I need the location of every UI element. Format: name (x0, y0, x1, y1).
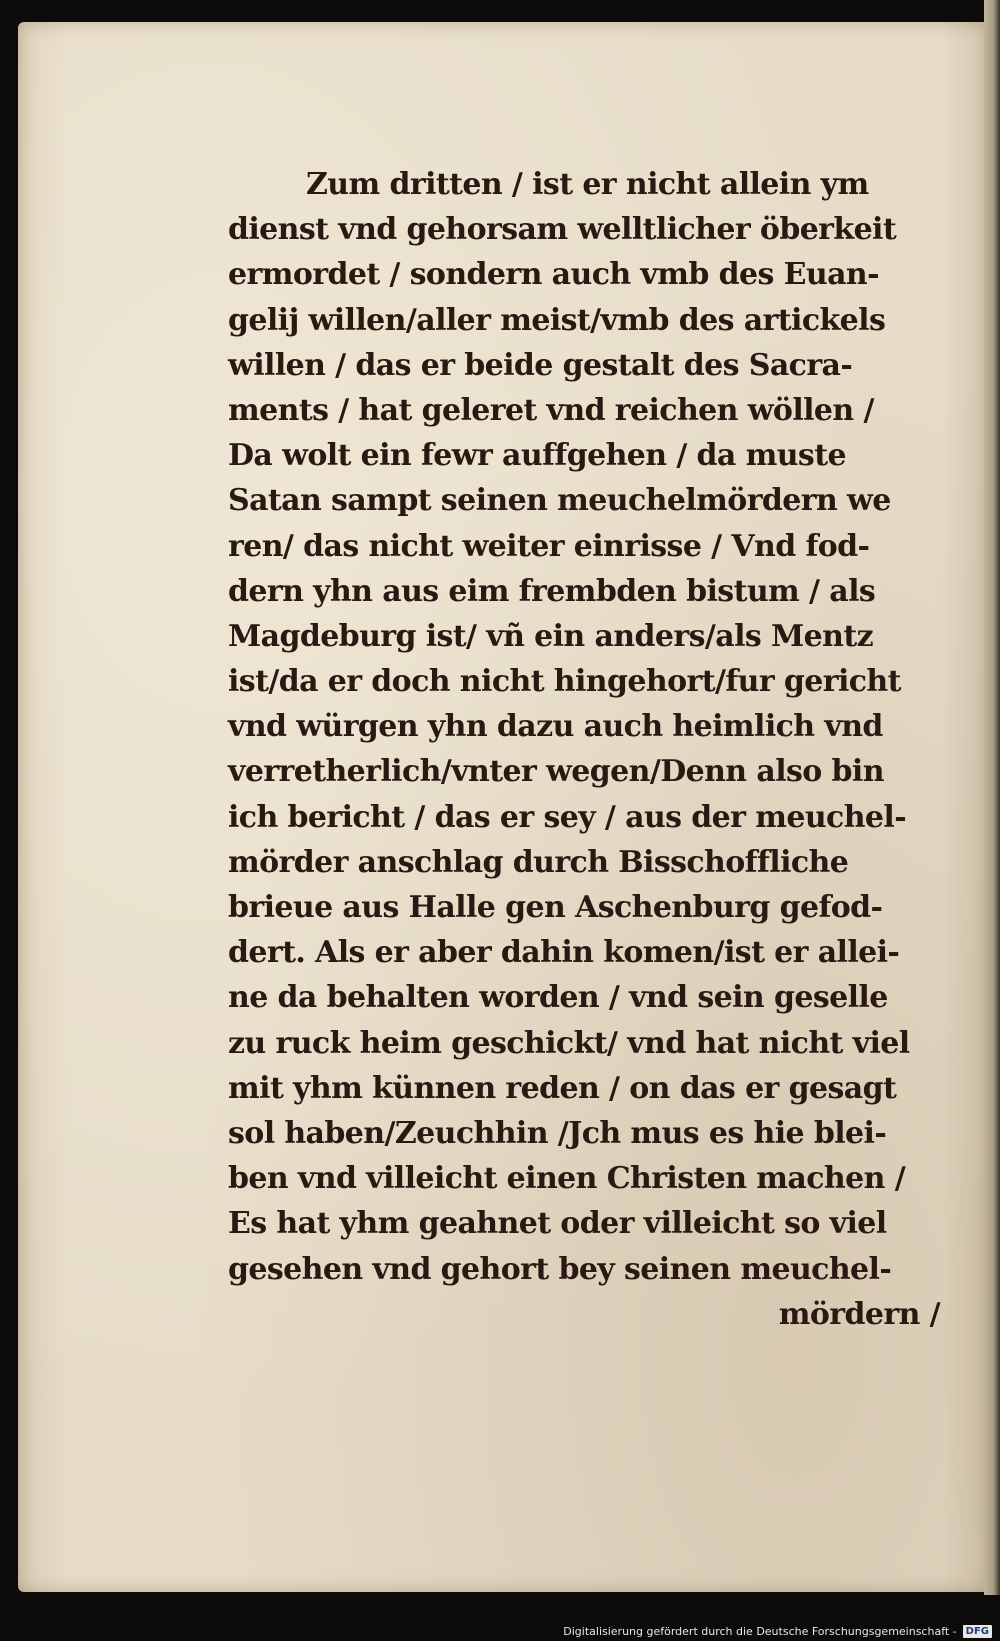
text-line: ren/ das nicht weiter einrisse / Vnd fod- (228, 528, 870, 564)
text-line: brieue aus Halle gen Aschenburg gefod- (228, 890, 883, 925)
text-line: mörder anschlag durch Bisschoffliche (228, 844, 849, 880)
text-line: gelij willen/aller meist/vmb des artickels (228, 302, 886, 338)
text-line: ermordet / sondern auch vmb des Euan- (228, 257, 879, 293)
text-line: vnd würgen yhn dazu auch heimlich vnd (228, 709, 883, 745)
text-line: Zum dritten / ist er nicht allein ym (306, 167, 869, 202)
page-text (228, 162, 948, 1337)
text-line: ist/da er doch nicht hingehort/fur gericht (228, 664, 901, 700)
text-line: ben vnd villeicht einen Christen machen / (228, 1161, 906, 1197)
text-line: Magdeburg ist/ vñ ein anders/als Mentz (228, 618, 874, 654)
text-line: ments / hat geleret vnd reichen wöllen / (228, 392, 874, 428)
page-edge (984, 0, 1000, 1595)
text-line: willen / das er beide gestalt des Sacra- (228, 347, 853, 383)
text-line: Da wolt ein fewr auffgehen / da muste (228, 438, 846, 474)
text-line: dienst vnd gehorsam welltlicher öberkeit (228, 212, 897, 248)
text-line: Satan sampt seinen meuchelmördern we (228, 483, 891, 519)
text-line: sol haben/Zeuchhin /Jch mus es hie blei- (228, 1115, 887, 1151)
text-line: ne da behalten worden / vnd sein geselle (228, 980, 888, 1016)
text-line: mit yhm künnen reden / on das er gesagt (228, 1070, 897, 1106)
footer (563, 1625, 992, 1638)
text-line: ich bericht / das er sey / aus der meuchel- (228, 799, 907, 835)
text-line: Es hat yhm geahnet oder villeicht so viel (228, 1206, 887, 1242)
dfg-logo: DFG (963, 1625, 992, 1638)
text-line: gesehen vnd gehort bey seinen meuchel- (228, 1251, 892, 1287)
text-line: zu ruck heim geschickt/ vnd hat nicht viel (228, 1025, 910, 1061)
footer-text: Digitalisierung gefördert durch die Deutsche Forschungsgemeinschaft - (563, 1625, 957, 1638)
text-line: dern yhn aus eim frembden bistum / als (228, 573, 876, 609)
text-line: verretherlich/vnter wegen/Denn also bin (228, 754, 884, 790)
catchword: mördern / (778, 1296, 940, 1332)
text-line: dert. Als er aber dahin komen/ist er allei- (228, 935, 900, 971)
book-page (18, 22, 990, 1592)
